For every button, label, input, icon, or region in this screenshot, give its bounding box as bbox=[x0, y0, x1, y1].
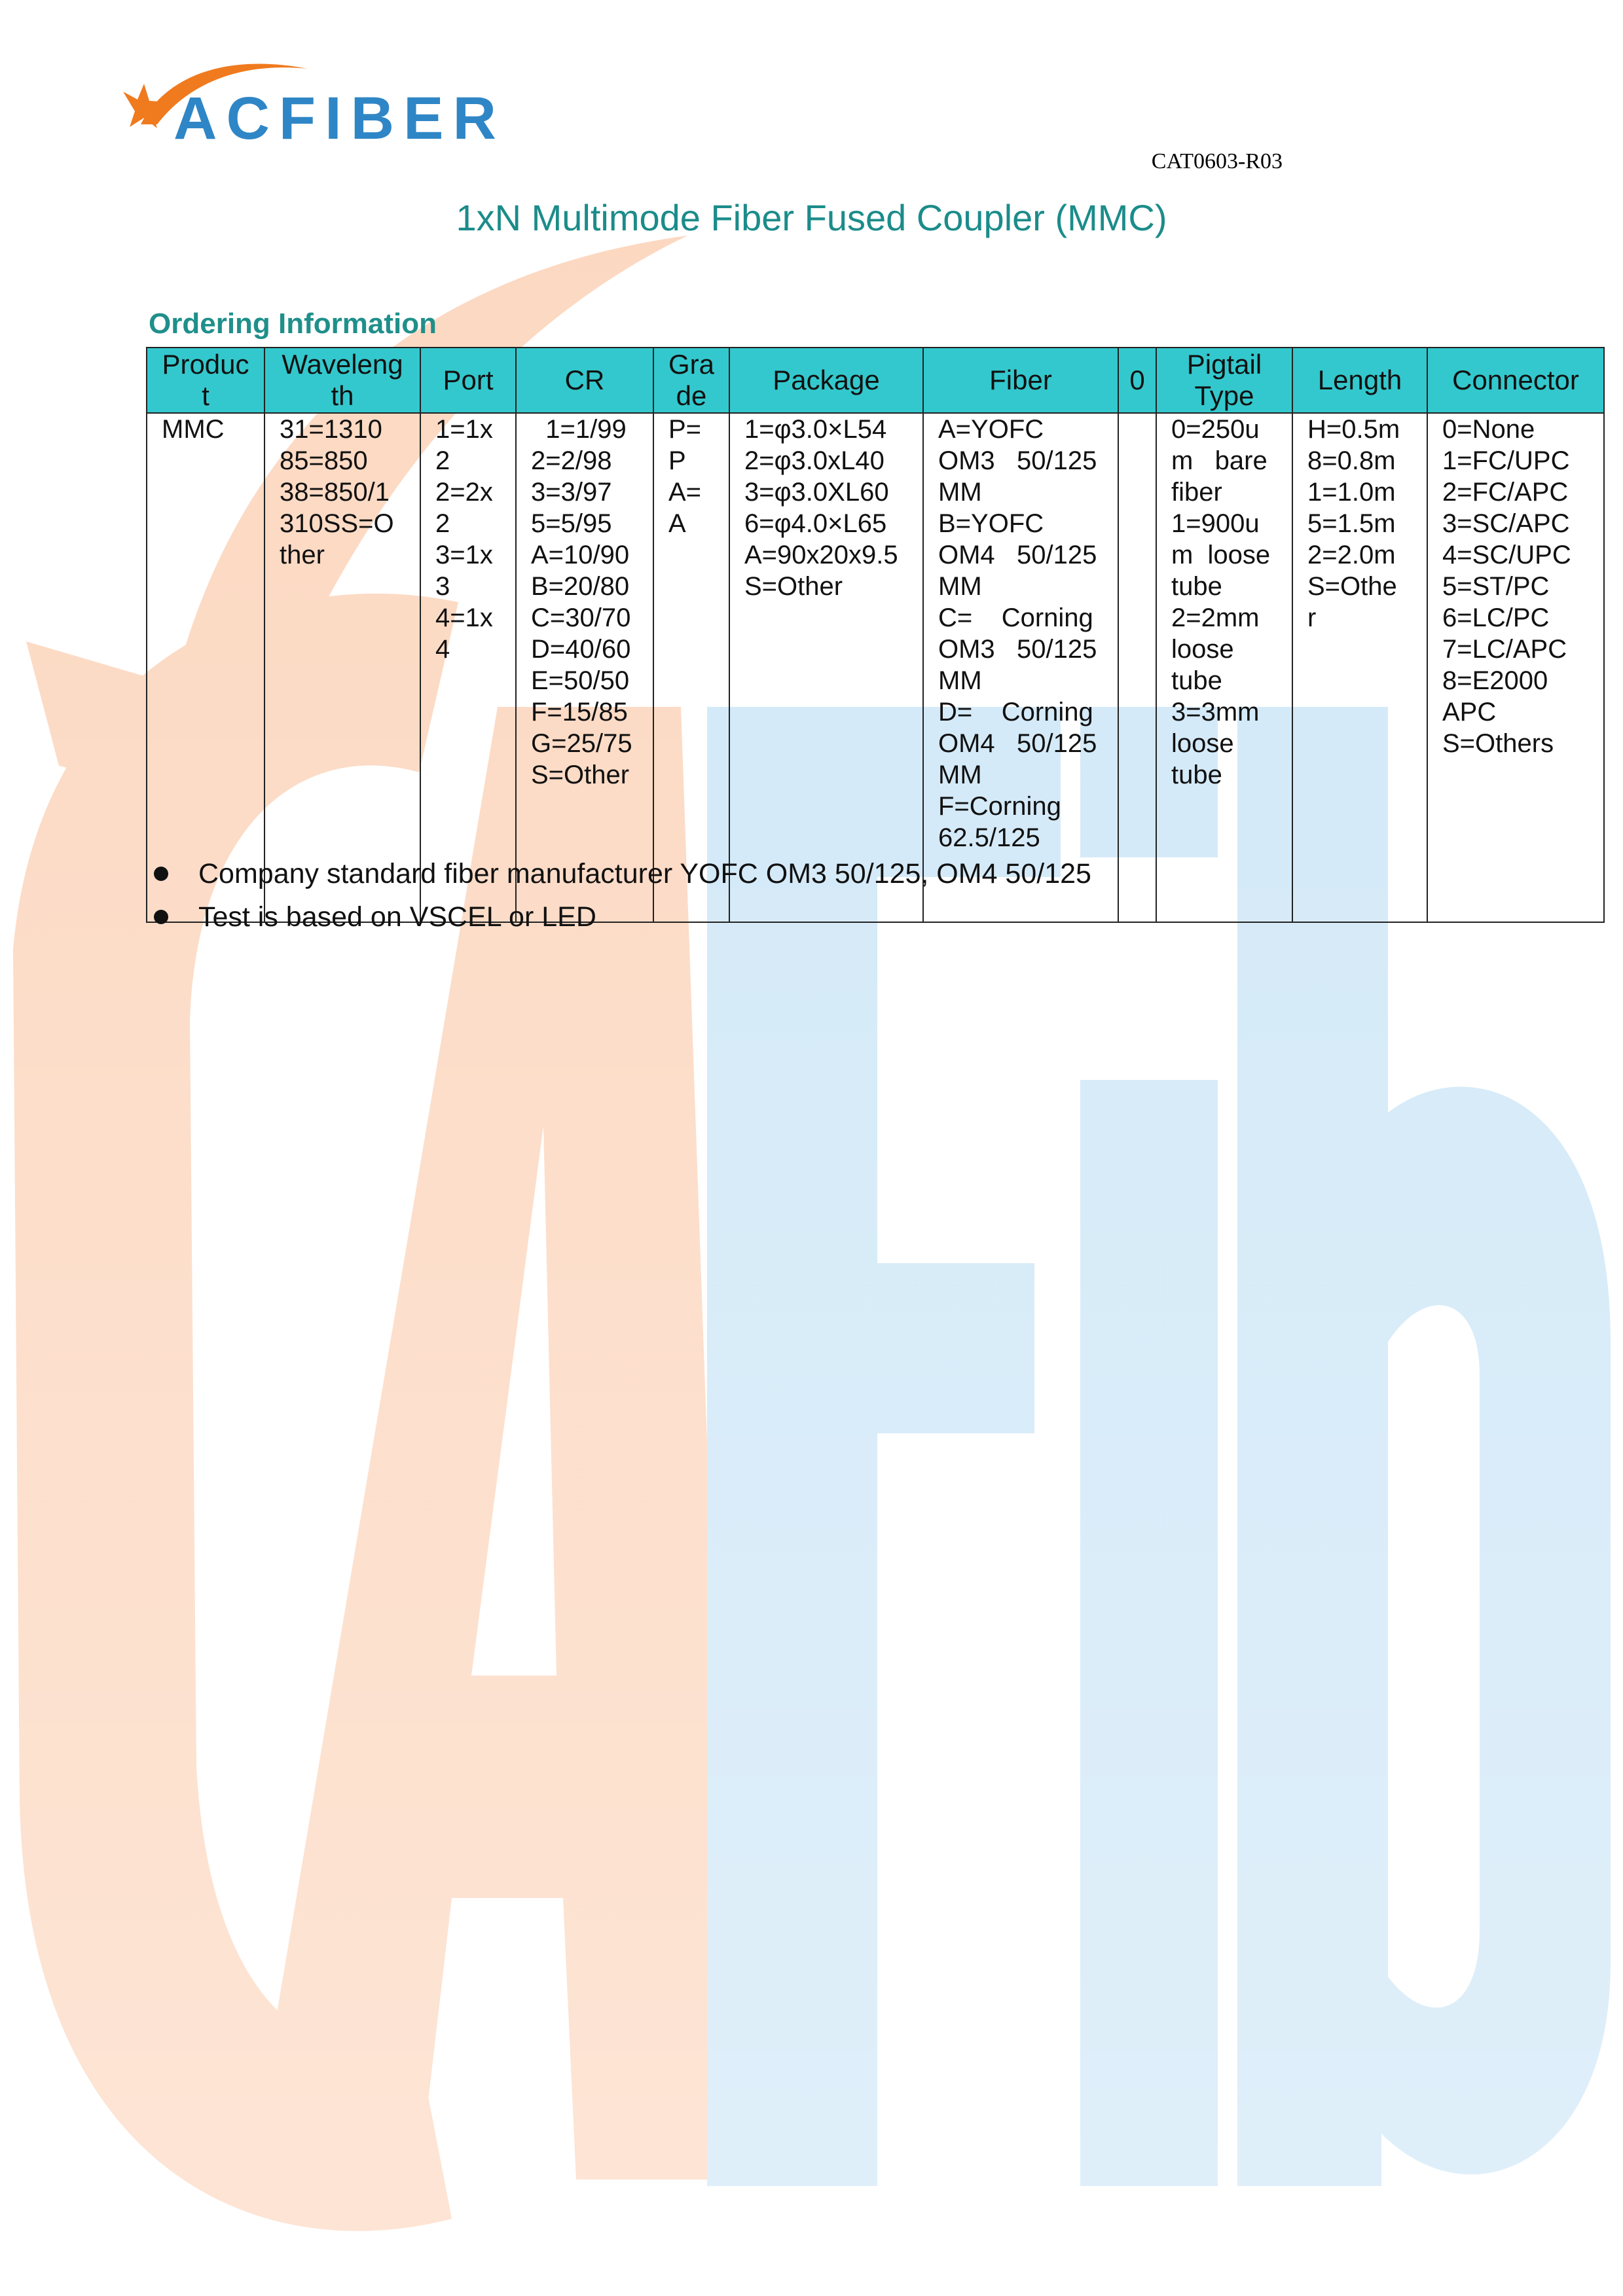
document-code: CAT0603-R03 bbox=[1151, 149, 1283, 173]
header-text: Port bbox=[443, 365, 494, 395]
table-row bbox=[147, 413, 1604, 922]
cell-text: 6=LC/PC bbox=[1442, 603, 1550, 632]
note-text: Company standard fiber manufacturer YOFC OM3 50/125, OM4 50/125 bbox=[198, 858, 1091, 889]
cell-text: tube bbox=[1171, 761, 1222, 789]
cell-text: 1=1/99 bbox=[531, 415, 627, 444]
header-text: Fiber bbox=[989, 365, 1052, 395]
cell-text: 3=φ3.0XL60 bbox=[744, 478, 889, 507]
cell-fiber bbox=[923, 413, 1118, 922]
cell-text: S=Other bbox=[531, 761, 630, 789]
cell-text: A bbox=[668, 509, 686, 538]
header-text: Pigtail bbox=[1186, 349, 1262, 380]
cell-text: 2=2.0m bbox=[1307, 541, 1396, 569]
cell-text: 2 bbox=[435, 509, 450, 538]
cell-text: OM3 50/125 bbox=[938, 635, 1097, 664]
cell-text: OM3 50/125 bbox=[938, 446, 1097, 475]
table-header-row bbox=[147, 348, 1604, 413]
header-text: CR bbox=[564, 365, 605, 395]
cell-text: 2=2mm bbox=[1171, 603, 1260, 632]
cell-text: loose bbox=[1171, 635, 1234, 664]
cell-text: 1=FC/UPC bbox=[1442, 446, 1570, 475]
cell-text: 2=2x bbox=[435, 478, 493, 507]
column-header-zero bbox=[1118, 348, 1156, 413]
cell-text: 3=3mm bbox=[1171, 698, 1260, 726]
cell-text: 2 bbox=[435, 446, 450, 475]
cell-text: G=25/75 bbox=[531, 729, 632, 758]
column-header-port bbox=[420, 348, 516, 413]
list-item bbox=[149, 895, 1091, 939]
cell-text: S=Others bbox=[1442, 729, 1554, 758]
cell-text: C= Corning bbox=[938, 603, 1093, 632]
cell-text: F=15/85 bbox=[531, 698, 628, 726]
cell-text: 4=SC/UPC bbox=[1442, 541, 1571, 569]
cell-pigtail-type bbox=[1156, 413, 1292, 922]
header-text: Waveleng bbox=[282, 349, 403, 380]
cell-text: OM4 50/125 bbox=[938, 541, 1097, 569]
header-text: Length bbox=[1317, 365, 1402, 395]
cell-text: 310SS=O bbox=[280, 509, 394, 538]
list-item bbox=[149, 852, 1091, 895]
header-text: t bbox=[202, 380, 210, 411]
cell-text: 4 bbox=[435, 635, 450, 664]
cell-wavelength bbox=[264, 413, 420, 922]
cell-text: 5=5/95 bbox=[531, 509, 612, 538]
cell-text: 31=1310 bbox=[280, 415, 382, 444]
cell-text: S=Other bbox=[744, 572, 843, 601]
bullet-icon bbox=[154, 910, 168, 924]
cell-text: P bbox=[668, 446, 686, 475]
cell-text: 3=SC/APC bbox=[1442, 509, 1570, 538]
cell-text: tube bbox=[1171, 572, 1222, 601]
column-header-fiber bbox=[923, 348, 1118, 413]
cell-text: MM bbox=[938, 761, 982, 789]
cell-text: D= Corning bbox=[938, 698, 1093, 726]
cell-text: 2=φ3.0xL40 bbox=[744, 446, 884, 475]
cell-text: F=Corning bbox=[938, 792, 1061, 821]
cell-text: A=10/90 bbox=[531, 541, 630, 569]
cell-zero bbox=[1118, 413, 1156, 922]
cell-grade bbox=[653, 413, 729, 922]
logo-text: ACFIBER bbox=[173, 85, 505, 152]
note-text: Test is based on VSCEL or LED bbox=[198, 901, 596, 933]
column-header-wavelength bbox=[264, 348, 420, 413]
cell-text: loose bbox=[1171, 729, 1234, 758]
cell-text: D=40/60 bbox=[531, 635, 631, 664]
header-text: Produc bbox=[162, 349, 249, 380]
header-text: Connector bbox=[1452, 365, 1579, 395]
cell-package bbox=[729, 413, 923, 922]
cell-product bbox=[147, 413, 264, 922]
cell-text: A= bbox=[668, 478, 702, 507]
cell-text: m bare bbox=[1171, 446, 1267, 475]
column-header-grade bbox=[653, 348, 729, 413]
cell-text: P= bbox=[668, 415, 702, 444]
column-header-cr bbox=[516, 348, 653, 413]
header-text: th bbox=[331, 380, 354, 411]
cell-text: H=0.5m bbox=[1307, 415, 1400, 444]
notes-list bbox=[149, 852, 1091, 939]
cell-text: 5=1.5m bbox=[1307, 509, 1396, 538]
cell-text: MM bbox=[938, 666, 982, 695]
cell-connector bbox=[1427, 413, 1604, 922]
ordering-table bbox=[146, 347, 1605, 923]
cell-cr bbox=[516, 413, 653, 922]
cell-text: 4=1x bbox=[435, 603, 493, 632]
column-header-package bbox=[729, 348, 923, 413]
bullet-icon bbox=[154, 867, 168, 881]
column-header-pigtail-type bbox=[1156, 348, 1292, 413]
cell-text: MM bbox=[938, 572, 982, 601]
cell-text: 8=E2000 bbox=[1442, 666, 1548, 695]
cell-text: S=Othe bbox=[1307, 572, 1397, 601]
cell-text: 38=850/1 bbox=[280, 478, 390, 507]
acfiber-logo bbox=[111, 52, 505, 157]
cell-text: 1=φ3.0×L54 bbox=[744, 415, 887, 444]
cell-text: MM bbox=[938, 478, 982, 507]
cell-text: 3=1x bbox=[435, 541, 493, 569]
cell-text: ther bbox=[280, 541, 325, 569]
cell-text: B=YOFC bbox=[938, 509, 1044, 538]
column-header-connector bbox=[1427, 348, 1604, 413]
header-text: 0 bbox=[1129, 365, 1145, 395]
cell-text: 1=1x bbox=[435, 415, 493, 444]
header-text: Type bbox=[1194, 380, 1254, 411]
cell-text: m loose bbox=[1171, 541, 1271, 569]
cell-text: B=20/80 bbox=[531, 572, 630, 601]
cell-text: 3 bbox=[435, 572, 450, 601]
cell-length bbox=[1292, 413, 1427, 922]
cell-port bbox=[420, 413, 516, 922]
header-text: de bbox=[676, 380, 707, 411]
cell-text: 0=250u bbox=[1171, 415, 1260, 444]
cell-text: 2=FC/APC bbox=[1442, 478, 1569, 507]
cell-text: 62.5/125 bbox=[938, 823, 1040, 852]
header-text: Gra bbox=[668, 349, 714, 380]
cell-text: 8=0.8m bbox=[1307, 446, 1396, 475]
cell-text: 2=2/98 bbox=[531, 446, 612, 475]
page-title: 1xN Multimode Fiber Fused Coupler (MMC) bbox=[456, 197, 1167, 238]
cell-text: 1=900u bbox=[1171, 509, 1260, 538]
cell-text: A=90x20x9.5 bbox=[744, 541, 898, 569]
cell-text: 85=850 bbox=[280, 446, 368, 475]
cell-text: 3=3/97 bbox=[531, 478, 612, 507]
cell-text: 0=None bbox=[1442, 415, 1535, 444]
cell-text: fiber bbox=[1171, 478, 1222, 507]
cell-text: tube bbox=[1171, 666, 1222, 695]
cell-text: 7=LC/APC bbox=[1442, 635, 1567, 664]
header-text: Package bbox=[773, 365, 880, 395]
cell-text: 6=φ4.0×L65 bbox=[744, 509, 887, 538]
ordering-information-heading: Ordering Information bbox=[149, 308, 437, 340]
cell-text: 5=ST/PC bbox=[1442, 572, 1550, 601]
cell-text: OM4 50/125 bbox=[938, 729, 1097, 758]
cell-text: APC bbox=[1442, 698, 1497, 726]
column-header-length bbox=[1292, 348, 1427, 413]
cell-text: A=YOFC bbox=[938, 415, 1044, 444]
cell-text: r bbox=[1307, 603, 1317, 632]
cell-text: E=50/50 bbox=[531, 666, 630, 695]
cell-text: MMC bbox=[162, 415, 225, 444]
cell-text: C=30/70 bbox=[531, 603, 631, 632]
cell-text: 1=1.0m bbox=[1307, 478, 1396, 507]
column-header-product bbox=[147, 348, 264, 413]
